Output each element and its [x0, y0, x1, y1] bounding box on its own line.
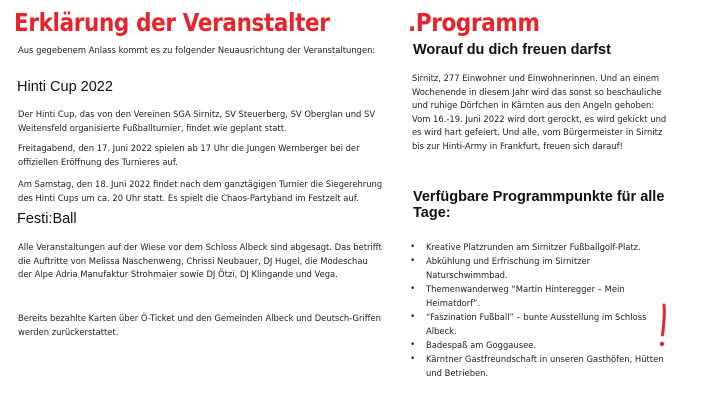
hinti-paragraph-2: Freitagabend, den 17. Juni 2022 spielen ab 17 Uhr die Jungen Wernberger bei der offiziellen Eröffnung des Turnieres auf. — [18, 143, 360, 167]
right-section-title: .Programm — [408, 8, 540, 37]
exclamation-mark-icon — [653, 303, 673, 349]
programme-subheading: Worauf du dich freuen darfst — [413, 42, 611, 58]
list-item: • Badespaß am Goggausee. — [408, 338, 670, 352]
hinti-cup-heading: Hinti Cup 2022 — [17, 79, 113, 95]
hinti-paragraph-3: Am Samstag, den 18. Juni 2022 findet nach dem ganztägigen Turnier die Siegerehrung des Hinti Cups um ca. 20 Uhr statt. Es spielt die Chaos-Partyband im Festzelt auf. — [18, 179, 383, 203]
programme-text: Sirnitz, 277 Einwohner und Einwohnerinnen. Und an einem Wochenende in diesem Jahr wird das sonst so beschauliche und ruhige Dörfchen in Kärnten aus den Angeln gehoben: Vom 16.-19. Juni 2022 wird dort gerockt, es wird gekickt und es wird hart gefeiert. Und alle, vom Bürgermeister in Sirnitz bis zur Hinti-Army in Frankfurt, freuen sich darauf! — [412, 73, 667, 151]
festi-paragraph-1: Alle Veranstaltungen auf der Wiese vor dem Schloss Albeck sind abgesagt. Das betrifft die Auftritte von Melissa Naschenweng, Chrissi Neubauer, DJ Hugel, die Modeschau der Alpe Adria Manufaktur Strohmaier sowie DJ Ötzi, DJ Klingande und Vega. — [18, 242, 382, 279]
left-section-title: Erklärung der Veranstalter — [14, 8, 330, 37]
list-item: • “Faszination Fußball” – bunte Ausstellung im Schloss Albeck. — [408, 310, 670, 338]
intro-text: Aus gegebenem Anlass kommt es zu folgender Neuausrichtung der Veranstaltungen: — [18, 45, 376, 55]
list-item: • Themenwanderweg “Martin Hinteregger – Mein Heimatdorf”. — [408, 282, 670, 310]
list-item: • Abkühlung und Erfrischung im Sirnitzer Naturschwimmbad. — [408, 254, 670, 282]
list-item: • Kreative Platzrunden am Sirnitzer Fußballgolf-Platz. — [408, 240, 670, 254]
list-item: • Kärntner Gastfreundschaft in unseren Gasthöfen, Hütten und Betrieben. — [408, 352, 670, 380]
festi-ball-heading: Festi:Ball — [17, 211, 77, 227]
programme-list — [408, 240, 670, 380]
hinti-paragraph-1: Der Hinti Cup, das von den Vereinen SGA Sirnitz, SV Steuerberg, SV Oberglan und SV Weitensfeld organisierte Fußballturnier, findet wie geplant statt. — [18, 109, 376, 133]
festi-paragraph-2: Bereits bezahlte Karten über Ö-Ticket und den Gemeinden Albeck und Deutsch-Griffen werden zurückerstattet. — [18, 313, 381, 337]
programme-list-heading: Verfügbare Programmpunkte für alle Tage: — [413, 189, 665, 221]
